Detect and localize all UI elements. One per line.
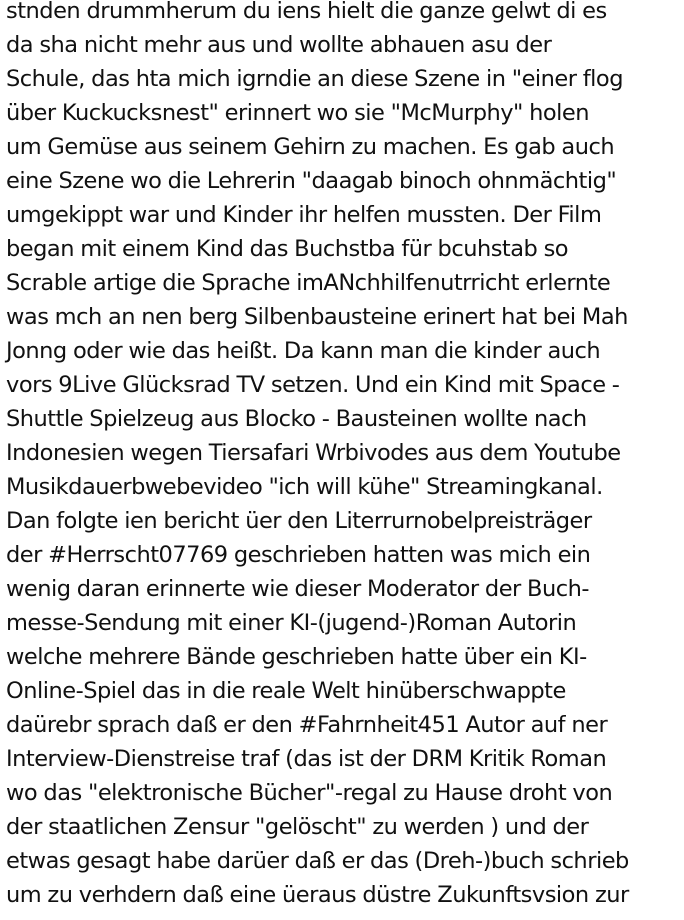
text-line: wo das "elektronische Bücher"-regal zu Hause droht von [6, 780, 613, 806]
text-line: messe-Sendung mit einer KI-(jugend-)Roman Autorin [6, 610, 577, 636]
text-line: Shuttle Spielzeug aus Blocko - Bausteinen wollte nach [6, 406, 587, 432]
text-line: umgekippt war und Kinder ihr helfen mussten. Der Film [6, 202, 602, 228]
text-line: Online-Spiel das in die reale Welt hinüberschwappte [6, 678, 566, 704]
text-line: Dan folgte ien bericht üer den Literrurnobelpreisträger [6, 508, 592, 534]
text-line: Jonng oder wie das heißt. Da kann man die kinder auch [6, 338, 601, 364]
text-line: über Kuckucksnest" erinnert wo sie "McMurphy" holen [6, 100, 590, 126]
text-line: Interview-Dienstreise traf (das ist der DRM Kritik Roman [6, 746, 607, 772]
text-line: Indonesien wegen Tiersafari Wrbivodes aus dem Youtube [6, 440, 621, 466]
text-line: etwas gesagt habe darüer daß er das (Dreh-)buch schrieb [6, 848, 629, 874]
text-line: stnden drummherum du iens hielt die ganze gelwt di es [6, 0, 607, 24]
text-line: da sha nicht mehr aus und wollte abhauen asu der [6, 32, 552, 58]
text-line: began mit einem Kind das Buchstba für bcuhstab so [6, 236, 569, 262]
text-line: Schule, das hta mich igrndie an diese Szene in "einer flog [6, 66, 623, 92]
text-line: daürebr sprach daß er den #Fahrnheit451 Autor auf ner [6, 712, 608, 738]
text-line: welche mehrere Bände geschrieben hatte über ein KI- [6, 644, 587, 670]
text-line: Scrable artige die Sprache imANchhilfenutrricht erlernte [6, 270, 611, 296]
text-line: eine Szene wo die Lehrerin "daagab binoch ohnmächtig" [6, 168, 617, 194]
text-line: um zu verhdern daß eine üeraus düstre Zukunftsvsion zur [6, 882, 629, 908]
document-text [6, 0, 684, 912]
text-line: um Gemüse aus seinem Gehirn zu machen. Es gab auch [6, 134, 615, 160]
text-line: was mch an nen berg Silbenbausteine erinert hat bei Mah [6, 304, 628, 330]
text-line: Musikdauerbwebevideo "ich will kühe" Streamingkanal. [6, 474, 603, 500]
text-line: der staatlichen Zensur "gelöscht" zu werden ) und der [6, 814, 589, 840]
text-line: wenig daran erinnerte wie dieser Moderator der Buch- [6, 576, 589, 602]
text-line: der #Herrscht07769 geschrieben hatten was mich ein [6, 542, 591, 568]
text-line: vors 9Live Glücksrad TV setzen. Und ein Kind mit Space - [6, 372, 620, 398]
